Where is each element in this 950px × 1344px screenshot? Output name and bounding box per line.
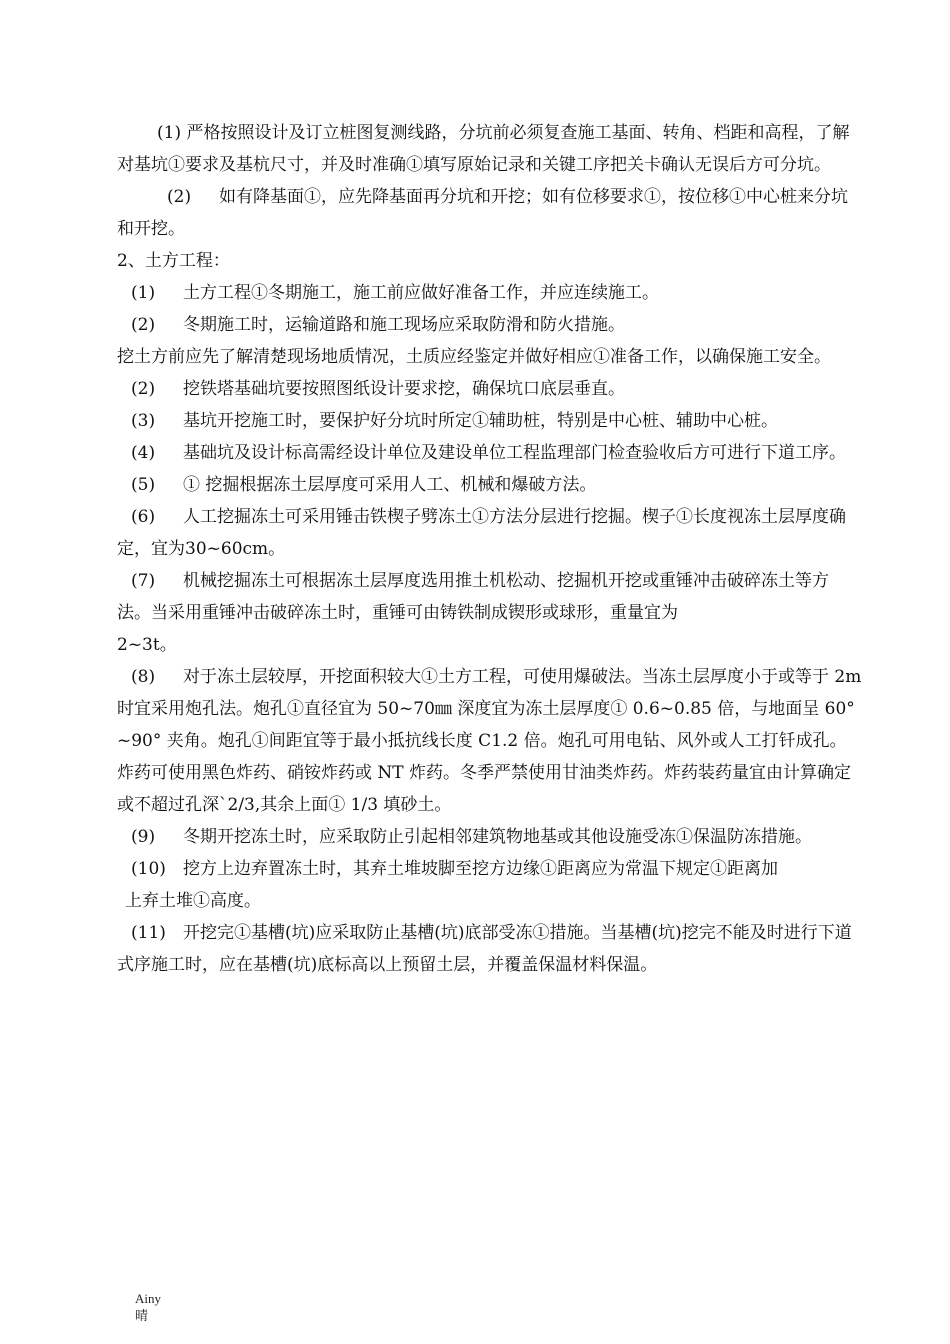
footer-line-2: 晴 — [135, 1308, 149, 1323]
paragraph-number: (8) — [131, 667, 156, 687]
paragraph-number: (7) — [131, 571, 156, 591]
paragraph-text: 冬期施工时，运输道路和施工现场应采取防滑和防火措施。 — [183, 315, 625, 335]
paragraph-text: 挖方上边弃置冻土时，其弃土堆坡脚至挖方边缘①距离应为常温下规定①距离加 — [183, 859, 778, 879]
paragraph-number: (6) — [131, 507, 156, 527]
paragraph-number: (9) — [131, 827, 156, 847]
paragraph-text: ① 挖掘根据冻土层厚度可采用人工、机械和爆破方法。 — [183, 475, 597, 495]
paragraph-16 — [117, 917, 862, 981]
paragraph-number: (2) — [131, 379, 156, 399]
paragraph-text: 机械挖掘冻土可根据冻土层厚度选用推土机松动、挖掘机开挖或重锤冲击破碎冻土等方法。当采用重锤冲击破碎冻土时，重锤可由铸铁制成锲形或球形，重量宜为 — [117, 571, 829, 623]
section-heading-text: 2、土方工程： — [117, 251, 230, 271]
paragraph-number: (1) — [131, 283, 156, 303]
paragraph-5 — [117, 309, 862, 341]
paragraph-number: (5) — [131, 475, 156, 495]
paragraph-12 — [117, 565, 862, 661]
paragraph-text: 基坑开挖施工时，要保护好分坑时所定①辅助桩，特别是中心桩、辅助中心桩。 — [183, 411, 778, 431]
document-body — [117, 117, 862, 981]
footer-line-1: Ainy — [135, 1291, 161, 1306]
paragraph-15 — [117, 853, 862, 917]
paragraph-text: 挖土方前应先了解清楚现场地质情况，土质应经鉴定并做好相应①准备工作，以确保施工安全。 — [117, 347, 831, 367]
paragraph-text: 如有降基面①，应先降基面再分坑和开挖；如有位移要求①，按位移①中心桩来分坑和开挖。 — [117, 187, 848, 239]
paragraph-13 — [117, 661, 862, 821]
paragraph-9 — [117, 437, 862, 469]
paragraph-tail: 上弃土堆①高度。 — [125, 891, 261, 911]
paragraph-text: 土方工程①冬期施工，施工前应做好准备工作，并应连续施工。 — [183, 283, 659, 303]
paragraph-text: 人工挖掘冻土可采用锤击铁楔子劈冻土①方法分层进行挖掘。楔子①长度视冻土层厚度确定，宜为30~60cm。 — [117, 507, 846, 559]
paragraph-number: (4) — [131, 443, 156, 463]
paragraph-7 — [117, 373, 862, 405]
paragraph-14 — [117, 821, 862, 853]
paragraph-number: (2) — [131, 315, 156, 335]
paragraph-number: (10) — [131, 859, 166, 879]
paragraph-number: (2) — [167, 187, 192, 207]
paragraph-4 — [117, 277, 862, 309]
paragraph-8 — [117, 405, 862, 437]
paragraph-text: 对于冻土层较厚，开挖面积较大①土方工程，可使用爆破法。当冻土层厚度小于或等于 2m 时宜采用炮孔法。炮孔①直径宜为 50~70㎜ 深度宜为冻土层厚度① 0.6~0.85 倍，与地面呈 60° ~90° 夹角。炮孔①间距宜等于最小抵抗线长度 C1.2 倍。炮孔可用电钻、风外或人工打钎成孔。炸药可使用黑色炸药、硝铵炸药或 NT 炸药。冬季严禁使用甘油类炸药。炸药装药量宜由计算确定或不超过孔深`2/3,其余上面① 1/3 填砂土。 — [117, 667, 862, 815]
paragraph-text: (1) 严格按照设计及订立桩图复测线路，分坑前必须复查施工基面、转角、档距和高程，了解对基坑①要求及基杭尺寸，并及时准确①填写原始记录和关键工序把关卡确认无误后方可分坑。 — [117, 123, 850, 175]
section-heading-earthwork — [117, 245, 862, 277]
paragraph-number: (3) — [131, 411, 156, 431]
paragraph-text: 挖铁塔基础坑要按照图纸设计要求挖，确保坑口底层垂直。 — [183, 379, 625, 399]
paragraph-6 — [117, 341, 862, 373]
paragraph-text: 冬期开挖冻土时，应采取防止引起相邻建筑物地基或其他设施受冻①保温防冻措施。 — [183, 827, 812, 847]
paragraph-11 — [117, 501, 862, 565]
page-footer — [135, 1290, 161, 1324]
paragraph-1 — [117, 117, 862, 181]
paragraph-tail: 2~3t。 — [117, 635, 177, 655]
paragraph-text: 基础坑及设计标高需经设计单位及建设单位工程监理部门检查验收后方可进行下道工序。 — [183, 443, 846, 463]
paragraph-text: 开挖完①基槽(坑)应采取防止基槽(坑)底部受冻①措施。当基槽(坑)挖完不能及时进行下道式序施工时，应在基槽(坑)底标高以上预留土层，并覆盖保温材料保温。 — [117, 923, 852, 975]
paragraph-10 — [117, 469, 862, 501]
paragraph-number: (11) — [131, 923, 166, 943]
paragraph-2 — [117, 181, 862, 245]
